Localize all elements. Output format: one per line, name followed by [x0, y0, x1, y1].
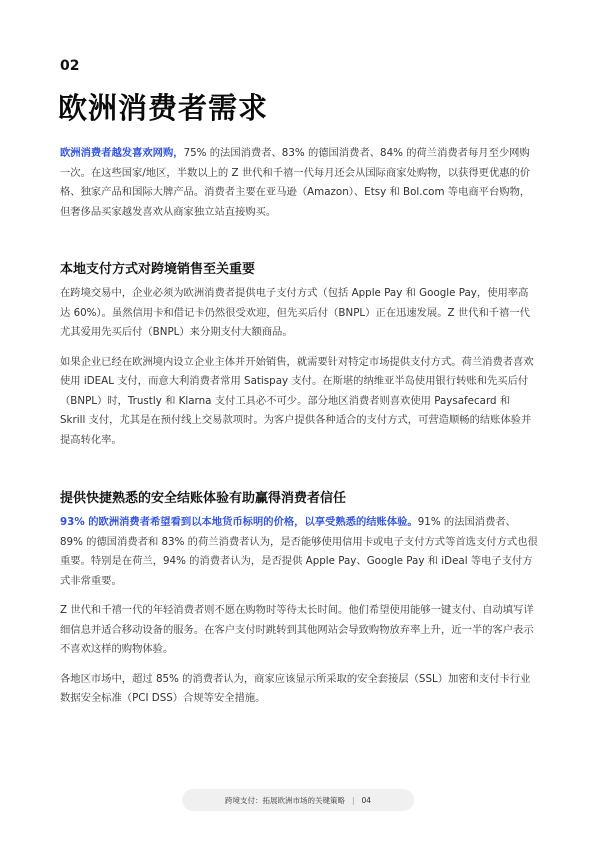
intro-highlight: 欧洲消费者越发喜欢网购， [60, 147, 184, 159]
section2-paragraph-1-text: 91% 的法国消费者、89% 的德国消费者和 83% 的荷兰消费者认为，是否能够使用信用卡或电子支付方式等首选支付方式也很重要。特别是在荷兰，94% 的消费者认为，是否提供 Apple Pay、Google Pay 和 iDeal 等电子支付方式非常重要。 [60, 516, 538, 587]
section1-paragraph-1: 在跨境交易中，企业必须为欧洲消费者提供电子支付方式（包括 Apple Pay 和 Google Pay，使用率高达 60%）。虽然信用卡和借记卡仍然很受欢迎，但先买后付（BNPL）正在迅速发展。Z 世代和千禧一代尤其爱用先买后付（BNPL）来分期支付大额商品。 [60, 287, 530, 338]
section2-heading: 提供快捷熟悉的安全结账体验有助赢得消费者信任 [60, 491, 347, 506]
section1-paragraph-2: 如果企业已经在欧洲境内设立企业主体并开始销售，就需要针对特定市场提供支付方式。荷兰消费者喜欢使用 iDEAL 支付，而意大利消费者常用 Satispay 支付。在斯堪的纳维亚半岛使用银行转账和先买后付（BNPL）时，Trustly 和 Klarna 支付工具必不可少。部分地区消费者则喜欢使用 Paysafecard 和 Skrill 支付，尤其是在预付线上交易款项时。为客户提供各种适合的支付方式，可营造顺畅的结账体验并提高转化率。 [60, 355, 534, 446]
section1-heading: 本地支付方式对跨境销售至关重要 [60, 262, 256, 277]
section2-paragraph-2: Z 世代和千禧一代的年轻消费者则不愿在购物时等待太长时间。他们希望使用能够一键支付、自动填写详细信息并适合移动设备的服务。在客户支付时跳转到其他网站会导致购物放弃率上升，近一半的客户表示不喜欢这样的购物体验。 [60, 604, 534, 655]
page-footer [182, 789, 414, 811]
section-number: 02 [60, 58, 80, 74]
page-number: 04 [361, 795, 372, 805]
intro-text: 75% 的法国消费者、83% 的德国消费者、84% 的荷兰消费者每月至少网购一次。在这些国家/地区，半数以上的 Z 世代和千禧一代每月还会从国际商家处购物，以获得更优惠的价格、独家产品和国际大牌产品。消费者主要在亚马逊（Amazon）、Etsy 和 Bol.com 等电商平台购物，但奢侈品买家越发喜欢从商家独立站直接购买。 [60, 147, 531, 218]
intro-paragraph [60, 144, 538, 222]
section2-paragraph-3: 各地区市场中，超过 85% 的消费者认为，商家应该显示所采取的安全套接层（SSL）加密和支付卡行业数据安全标准（PCI DSS）合规等安全措施。 [60, 672, 531, 704]
section2-highlight: 93% 的欧洲消费者希望看到以本地货币标明的价格，以享受熟悉的结账体验。 [60, 516, 418, 528]
section2-paragraph-1 [60, 513, 538, 591]
main-content [60, 144, 538, 709]
footer-separator: | [351, 795, 355, 805]
page-title: 欧洲消费者需求 [58, 91, 269, 125]
footer-title: 跨境支付：拓展欧洲市场的关键策略 [224, 795, 345, 805]
